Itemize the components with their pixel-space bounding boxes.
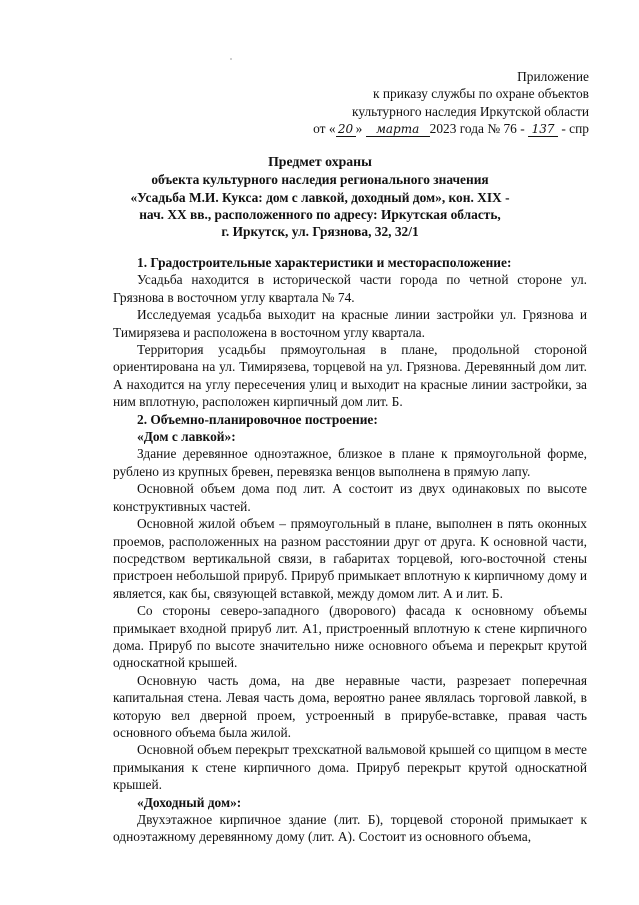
appendix-label: Приложение [517,69,589,84]
handwritten-day: 20 [336,123,356,137]
title-line-2: объекта культурного наследия регионального значения [151,172,489,188]
handwritten-month: марта [366,123,430,137]
date-mid: » [355,120,363,136]
scan-speck [230,58,232,60]
subheading-income-house: «Доходный дом»: [137,794,242,810]
subheading-house-with-shop: «Дом с лавкой»: [137,429,236,445]
paragraph: Двухэтажное кирпичное здание (лит. Б), торцевой стороной примыкает к одноэтажному деревянному дому (лит. А). Состоит из основного объема, [113,812,587,845]
paragraph: Основной объем дома под лит. А состоит из двух одинаковых по высоте конструктивных частей. [113,481,587,514]
handwritten-order-number: 137 [528,123,558,137]
title-line-4: нач. XX вв., расположенного по адресу: Иркутская область, [139,206,501,222]
title-line-5: г. Иркутск, ул. Грязнова, 32, 32/1 [221,224,419,240]
appendix-header [313,68,589,137]
paragraph: Основной объем перекрыт трехскатной вальмовой крышей со щипцом в месте примыкания к стене кирпичного дома. Прируб перекрыт крутой односкатной крышей. [113,742,587,793]
appendix-org: культурного наследия Иркутской области [352,103,589,119]
paragraph: Основной жилой объем – прямоугольный в плане, выполнен в пять оконных проемов, расположенных на разном расстоянии друг от друга. К основной части, посредством вертикальной связи, в габаритах торцевой, юго-восточной стены пристроен небольшой прируб. Прируб примыкает вплотную к кирпичному дому и является, как бы, связующей вставкой, между домом лит. А и лит. Б. [113,516,587,601]
section-heading-2: 2. Объемно-планировочное построение: [137,411,378,427]
date-year: 2023 года № 76 - [429,120,525,136]
title-main: Предмет охраны [268,154,372,169]
appendix-date-line [313,120,589,137]
section-heading-1: 1. Градостроительные характеристики и месторасположение: [137,255,512,270]
appendix-order-ref: к приказу службы по охране объектов [373,86,589,102]
paragraph: Со стороны северо-западного (дворового) фасада к основному объемы примыкает входной прируб лит. А1, пристроенный вплотную к стене кирпичного дома. Прируб по высоте значительно ниже основного объема и перекрыт крутой односкатной крышей. [113,603,587,671]
order-suffix: - спр [561,120,589,136]
document-title [40,153,600,240]
date-prefix: от « [313,120,336,136]
paragraph: Здание деревянное одноэтажное, близкое в плане к прямоугольной форме, рублено из крупных бревен, перевязка венцов выполнена в прямую лапу. [113,446,587,479]
paragraph: Исследуемая усадьба выходит на красные линии застройки ул. Грязнова и Тимирязева и расположена в восточном углу квартала. [113,307,587,340]
paragraph: Усадьба находится в исторической части города по четной стороне ул. Грязнова в восточном углу квартала № 74. [113,272,587,305]
paragraph: Территория усадьбы прямоугольная в плане, продольной стороной ориентирована на ул. Тимирязева, торцевой на ул. Грязнова. Деревянный дом лит. А находится на углу пересечения улиц и выходит на красные линии застройки, за ним вплотную, расположен кирпичный дом лит. Б. [113,342,587,410]
document-body [113,254,587,846]
title-line-3: «Усадьба М.И. Кукса: дом с лавкой, доходный дом», кон. XIX - [130,189,510,205]
paragraph: Основную часть дома, на две неравные части, разрезает поперечная капитальная стена. Левая часть дома, вероятно ранее являлась торговой лавкой, в которую вел дверной проем, устроенный в прирубе-вставке, правая часть основного объема была жилой. [113,672,587,740]
